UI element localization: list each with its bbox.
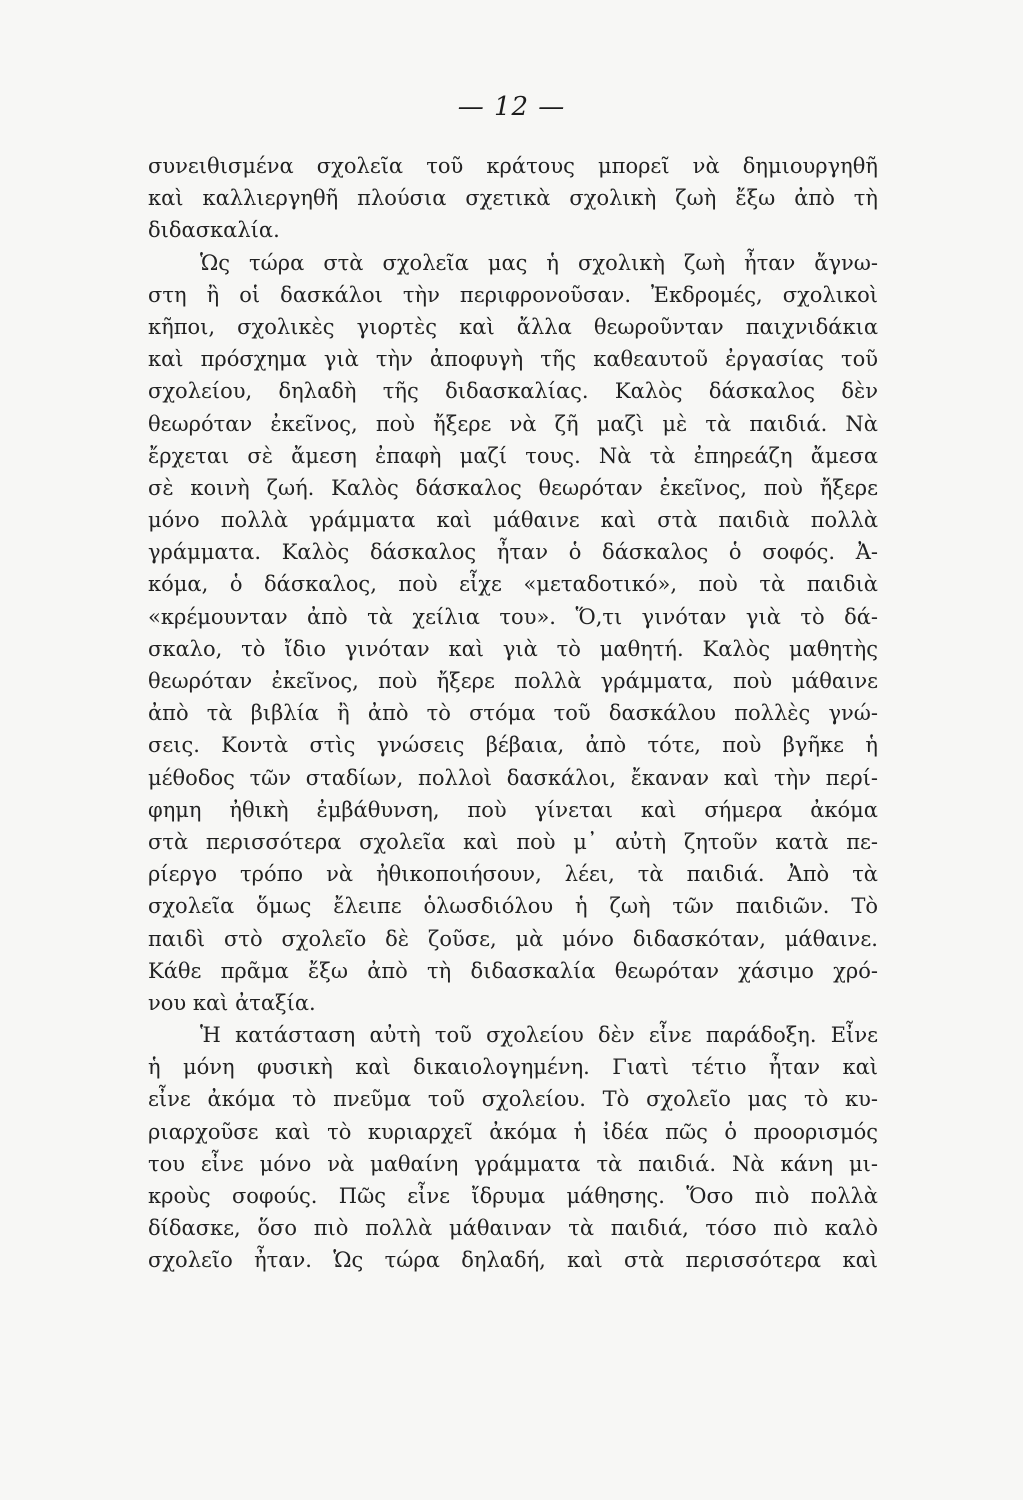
text-line: συνειθισμένα σχολεῖα τοῦ κράτους μπορεῖ νὰ δημιουργηθῆ — [148, 154, 878, 178]
text-line: ἡ μόνη φυσικὴ καὶ δικαιολογημένη. Γιατὶ τέτιο ἦταν καὶ — [148, 1055, 878, 1080]
text-line: θεωρόταν ἐκεῖνος, ποὺ ἤξερε νὰ ζῆ μαζὶ μὲ τὰ παιδιά. Νὰ — [148, 411, 878, 436]
text-line: θεωρόταν ἐκεῖνος, ποὺ ἤξερε πολλὰ γράμματα, ποὺ μάθαινε — [148, 669, 878, 693]
text-line: ρίεργο τρόπο νὰ ἠθικοποιήσουν, λέει, τὰ παιδιά. Ἀπὸ τὰ — [148, 862, 878, 887]
text-line: δίδασκε, ὅσο πιὸ πολλὰ μάθαιναν τὰ παιδιά, τόσο πιὸ καλὸ — [148, 1216, 878, 1241]
text-line: γράμματα. Καλὸς δάσκαλος ἦταν ὁ δάσκαλος ὁ σοφός. Ἀ- — [148, 540, 878, 565]
text-line: σεις. Κοντὰ στὶς γνώσεις βέβαια, ἀπὸ τότε, ποὺ βγῆκε ἡ — [148, 733, 878, 758]
text-line: «κρέμουνταν ἀπὸ τὰ χείλια του». Ὅ,τι γινόταν γιὰ τὸ δά- — [148, 604, 878, 629]
text-line: εἶνε ἀκόμα τὸ πνεῦμα τοῦ σχολείου. Τὸ σχολεῖο μας τὸ κυ- — [148, 1087, 878, 1112]
text-line: ἔρχεται σὲ ἄμεση ἐπαφὴ μαζί τους. Νὰ τὰ ἐπηρεάζη ἄμεσα — [148, 443, 878, 468]
text-line: στη ἢ οἱ δασκάλοι τὴν περιφρονοῦσαν. Ἐκδρομές, σχολικοὶ — [148, 282, 878, 307]
text-line: κροὺς σοφούς. Πῶς εἶνε ἴδρυμα μάθησης. Ὅσο πιὸ πολλὰ — [148, 1184, 878, 1208]
text-line: ριαρχοῦσε καὶ τὸ κυριαρχεῖ ἀκόμα ἡ ἰδέα πῶς ὁ προορισμός — [148, 1119, 878, 1144]
text-line: καὶ πρόσχημα γιὰ τὴν ἀποφυγὴ τῆς καθεαυτοῦ ἐργασίας τοῦ — [148, 347, 878, 372]
text-line: σχολεῖο ἦταν. Ὡς τώρα δηλαδή, καὶ στὰ περισσότερα καὶ — [148, 1248, 878, 1273]
page-number: — 12 — — [457, 92, 566, 122]
text-line: καὶ καλλιεργηθῆ πλούσια σχετικὰ σχολικὴ ζωὴ ἔξω ἀπὸ τὴ — [148, 186, 878, 211]
text-line: ἀπὸ τὰ βιβλία ἢ ἀπὸ τὸ στόμα τοῦ δασκάλου πολλὲς γνώ- — [148, 701, 878, 726]
text-line: Ὡς τώρα στὰ σχολεῖα μας ἡ σχολικὴ ζωὴ ἦταν ἄγνω- — [200, 250, 878, 275]
text-line: του εἶνε μόνο νὰ μαθαίνη γράμματα τὰ παιδιά. Νὰ κάνη μι- — [148, 1151, 878, 1176]
text-line: μέθοδος τῶν σταδίων, πολλοὶ δασκάλοι, ἔκαναν καὶ τὴν περί- — [148, 765, 878, 790]
text-line: στὰ περισσότερα σχολεῖα καὶ ποὺ μ᾽ αὐτὴ ζητοῦν κατὰ πε- — [148, 829, 878, 854]
text-line: νου καὶ ἀταξία. — [148, 990, 316, 1015]
text-line: σκαλο, τὸ ἴδιο γινόταν καὶ γιὰ τὸ μαθητή. Καλὸς μαθητὴς — [148, 636, 878, 661]
text-line: παιδὶ στὸ σχολεῖο δὲ ζοῦσε, μὰ μόνο διδασκόταν, μάθαινε. — [148, 926, 878, 951]
text-line: μόνο πολλὰ γράμματα καὶ μάθαινε καὶ στὰ παιδιὰ πολλὰ — [148, 508, 878, 533]
body-text — [148, 150, 878, 1277]
text-line: κόμα, ὁ δάσκαλος, ποὺ εἶχε «μεταδοτικό», ποὺ τὰ παιδιὰ — [148, 572, 878, 597]
text-line: σὲ κοινὴ ζωή. Καλὸς δάσκαλος θεωρόταν ἐκεῖνος, ποὺ ἤξερε — [148, 475, 878, 500]
text-line: σχολείου, δηλαδὴ τῆς διδασκαλίας. Καλὸς δάσκαλος δὲν — [148, 379, 878, 404]
text-line: σχολεῖα ὅμως ἔλειπε ὁλωσδιόλου ἡ ζωὴ τῶν παιδιῶν. Τὸ — [148, 894, 878, 919]
text-line: Κάθε πρᾶμα ἔξω ἀπὸ τὴ διδασκαλία θεωρόταν χάσιμο χρό- — [148, 958, 878, 983]
text-line: διδασκαλία. — [148, 218, 280, 243]
text-line: κῆποι, σχολικὲς γιορτὲς καὶ ἄλλα θεωροῦνταν παιχνιδάκια — [148, 314, 878, 339]
text-line: Ἡ κατάσταση αὐτὴ τοῦ σχολείου δὲν εἶνε παράδοξη. Εἶνε — [200, 1023, 878, 1048]
text-line: φημη ἠθικὴ ἐμβάθυνση, ποὺ γίνεται καὶ σήμερα ἀκόμα — [148, 797, 878, 822]
